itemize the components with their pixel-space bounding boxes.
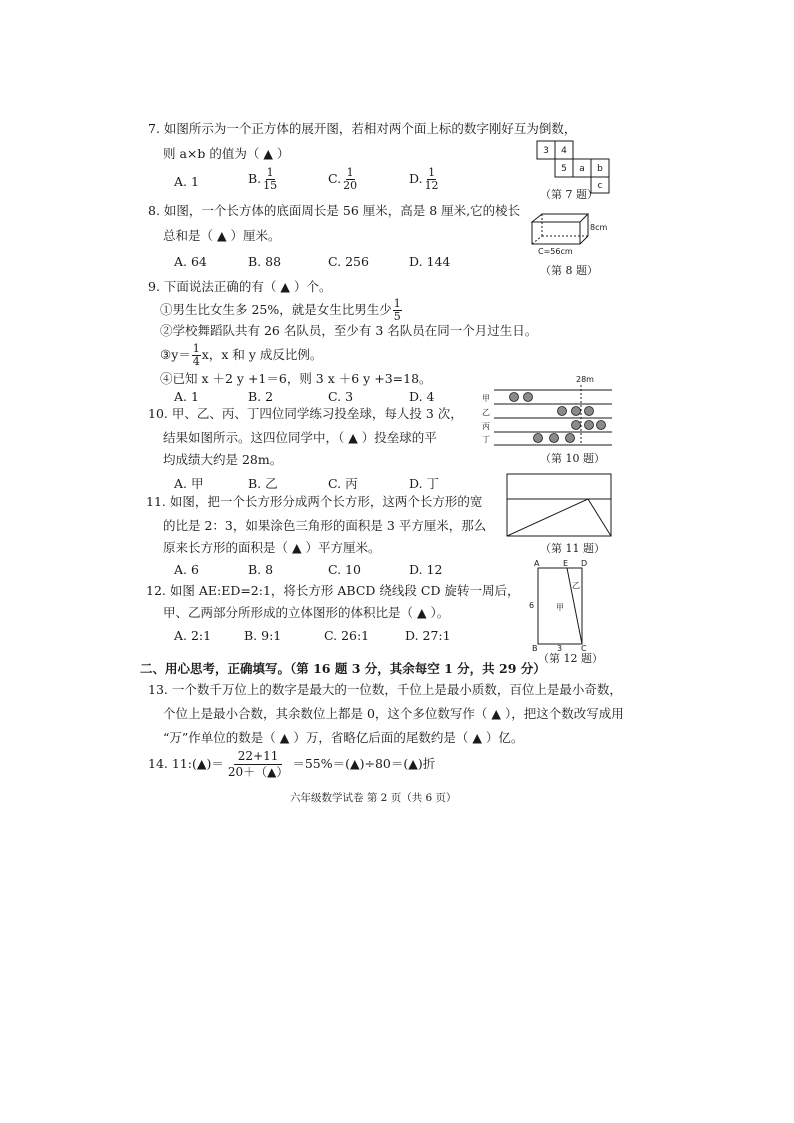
vertex-a-label: A bbox=[534, 559, 540, 568]
net-label-a: a bbox=[579, 164, 585, 174]
q11-option-a: A. 6 bbox=[174, 562, 199, 577]
row-label-bing: 丙 bbox=[482, 422, 490, 431]
row-label-yi: 乙 bbox=[482, 408, 490, 417]
q12-option-a: A. 2:1 bbox=[174, 628, 212, 643]
q7-option-d: D. $\frac{1}{12}$ bbox=[409, 166, 439, 192]
q10-caption: （第 10 题） bbox=[540, 452, 605, 465]
q10-line1: 10. 甲、乙、丙、丁四位同学练习投垒球，每人投 3 次， bbox=[148, 406, 463, 421]
ball-yi-3 bbox=[585, 407, 594, 416]
ball-yi-2 bbox=[572, 407, 581, 416]
net-label-3: 3 bbox=[543, 146, 549, 156]
throw-results-figure bbox=[480, 373, 614, 447]
net-label-b: b bbox=[597, 164, 603, 174]
row-label-jia: 甲 bbox=[482, 394, 490, 403]
q10-option-b: B. 乙 bbox=[248, 476, 278, 491]
q11-option-b: B. 8 bbox=[248, 562, 274, 577]
ball-jia-1 bbox=[510, 393, 519, 402]
ball-bing-3 bbox=[597, 421, 606, 430]
q9-option-b: B. 2 bbox=[248, 389, 274, 404]
cuboid-perimeter-label: C=56cm bbox=[538, 247, 573, 256]
q12-option-b: B. 9:1 bbox=[244, 628, 282, 643]
q10-line3: 均成绩大约是 28m。 bbox=[163, 452, 283, 467]
q7-line1: 7. 如图所示为一个正方体的展开图，若相对两个面上标的数字刚好互为倒数， bbox=[148, 121, 577, 136]
q14-line: 14. 11:(▲)＝ $\frac{22+11}{20+(▲)}$ ＝55%＝(▲)÷80＝(▲)折 bbox=[148, 749, 436, 779]
q9-statement-1: ①男生比女生多 25%，就是女生比男生少 $\frac{1}{5}$ bbox=[160, 297, 401, 323]
mark-28m-label: 28m bbox=[576, 375, 594, 384]
q10-option-d: D. 丁 bbox=[409, 476, 440, 491]
region-jia-label: 甲 bbox=[556, 603, 564, 612]
q8-line1: 8. 如图，一个长方体的底面周长是 56 厘米，高是 8 厘米,它的棱长 bbox=[148, 203, 521, 218]
q7-option-a: A. 1 bbox=[174, 174, 199, 189]
q9-statement-2: ②学校舞蹈队共有 26 名队员，至少有 3 名队员在同一个月过生日。 bbox=[160, 323, 538, 338]
net-label-5: 5 bbox=[561, 164, 567, 174]
ball-bing-2 bbox=[585, 421, 594, 430]
net-label-c: c bbox=[597, 181, 603, 191]
q10-option-a: A. 甲 bbox=[174, 476, 204, 491]
q13-line3: “万”作单位的数是（ ▲ ）万，省略亿后面的尾数约是（ ▲ ）亿。 bbox=[163, 730, 524, 745]
q9-statement-3: ③y＝ $\frac{1}{4}$ x，x 和 y 成反比例。 bbox=[160, 342, 323, 368]
q12-option-d: D. 27:1 bbox=[405, 628, 451, 643]
q9-option-a: A. 1 bbox=[174, 389, 199, 404]
region-yi-label: 乙 bbox=[572, 581, 580, 590]
q7-line2: 则 a×b 的值为（ ▲ ） bbox=[163, 146, 290, 161]
vertex-d-label: D bbox=[581, 559, 588, 568]
q8-option-a: A. 64 bbox=[174, 254, 207, 269]
q9-line1: 9. 下面说法正确的有（ ▲ ）个。 bbox=[148, 279, 332, 294]
q11-line3: 原来长方形的面积是（ ▲ ）平方厘米。 bbox=[163, 540, 381, 555]
ball-ding-3 bbox=[566, 434, 575, 443]
q7-option-b: B. $\frac{1}{15}$ bbox=[248, 166, 278, 192]
q13-line1: 13. 一个数千万位上的数字是最大的一位数，千位上是最小质数，百位上是最小奇数， bbox=[148, 682, 622, 697]
net-label-4: 4 bbox=[561, 146, 567, 156]
vertex-b-label: B bbox=[532, 644, 538, 652]
q10-line2: 结果如图所示。这四位同学中，（ ▲ ）投垒球的平 bbox=[163, 430, 437, 445]
q9-option-c: C. 3 bbox=[328, 389, 354, 404]
q11-option-d: D. 12 bbox=[409, 562, 443, 577]
split-rectangle-figure bbox=[504, 471, 614, 539]
rotation-rectangle-figure bbox=[526, 558, 592, 652]
row-label-ding: 丁 bbox=[482, 435, 490, 444]
q8-option-d: D. 144 bbox=[409, 254, 451, 269]
vertex-e-label: E bbox=[563, 559, 569, 568]
q7-caption: （第 7 题） bbox=[540, 188, 598, 201]
q12-line2: 甲、乙两部分所形成的立体图形的体积比是（ ▲ ）。 bbox=[163, 605, 450, 620]
ball-jia-2 bbox=[524, 393, 533, 402]
q12-line1: 12. 如图 AE:ED=2:1，将长方形 ABCD 绕线段 CD 旋转一周后， bbox=[146, 583, 520, 598]
q10-option-c: C. 丙 bbox=[328, 476, 358, 491]
page-footer: 六年级数学试卷 第 2 页（共 6 页） bbox=[290, 792, 457, 804]
q7-option-c: C. $\frac{1}{20}$ bbox=[328, 166, 358, 192]
cuboid-figure bbox=[528, 208, 608, 256]
q11-caption: （第 11 题） bbox=[540, 542, 605, 555]
ball-ding-2 bbox=[550, 434, 559, 443]
side-3-label: 3 bbox=[557, 644, 563, 652]
q9-option-d: D. 4 bbox=[409, 389, 435, 404]
q12-caption: （第 12 题） bbox=[538, 652, 603, 665]
ball-yi-1 bbox=[558, 407, 567, 416]
q11-line2: 的比是 2：3，如果涂色三角形的面积是 3 平方厘米，那么 bbox=[163, 518, 487, 533]
section2-heading: 二、用心思考，正确填写。（第 16 题 3 分，其余每空 1 分，共 29 分） bbox=[140, 661, 546, 676]
q8-line2: 总和是（ ▲ ）厘米。 bbox=[163, 228, 281, 243]
ball-ding-1 bbox=[534, 434, 543, 443]
q13-line2: 个位上是最小合数，其余数位上都是 0，这个多位数写作（ ▲ ），把这个数改写成用 bbox=[163, 706, 624, 721]
vertex-c-label: C bbox=[581, 644, 587, 652]
q12-option-c: C. 26:1 bbox=[324, 628, 370, 643]
q11-line1: 11. 如图，把一个长方形分成两个长方形，这两个长方形的宽 bbox=[146, 494, 483, 509]
q9-statement-4: ④已知 x ＋2 y +1＝6，则 3 x ＋6 y +3=18。 bbox=[160, 371, 432, 386]
q11-option-c: C. 10 bbox=[328, 562, 361, 577]
q8-option-c: C. 256 bbox=[328, 254, 369, 269]
side-6-label: 6 bbox=[529, 601, 535, 610]
q8-option-b: B. 88 bbox=[248, 254, 282, 269]
q8-caption: （第 8 题） bbox=[540, 264, 598, 277]
cuboid-height-label: 8cm bbox=[590, 223, 608, 232]
ball-bing-1 bbox=[572, 421, 581, 430]
